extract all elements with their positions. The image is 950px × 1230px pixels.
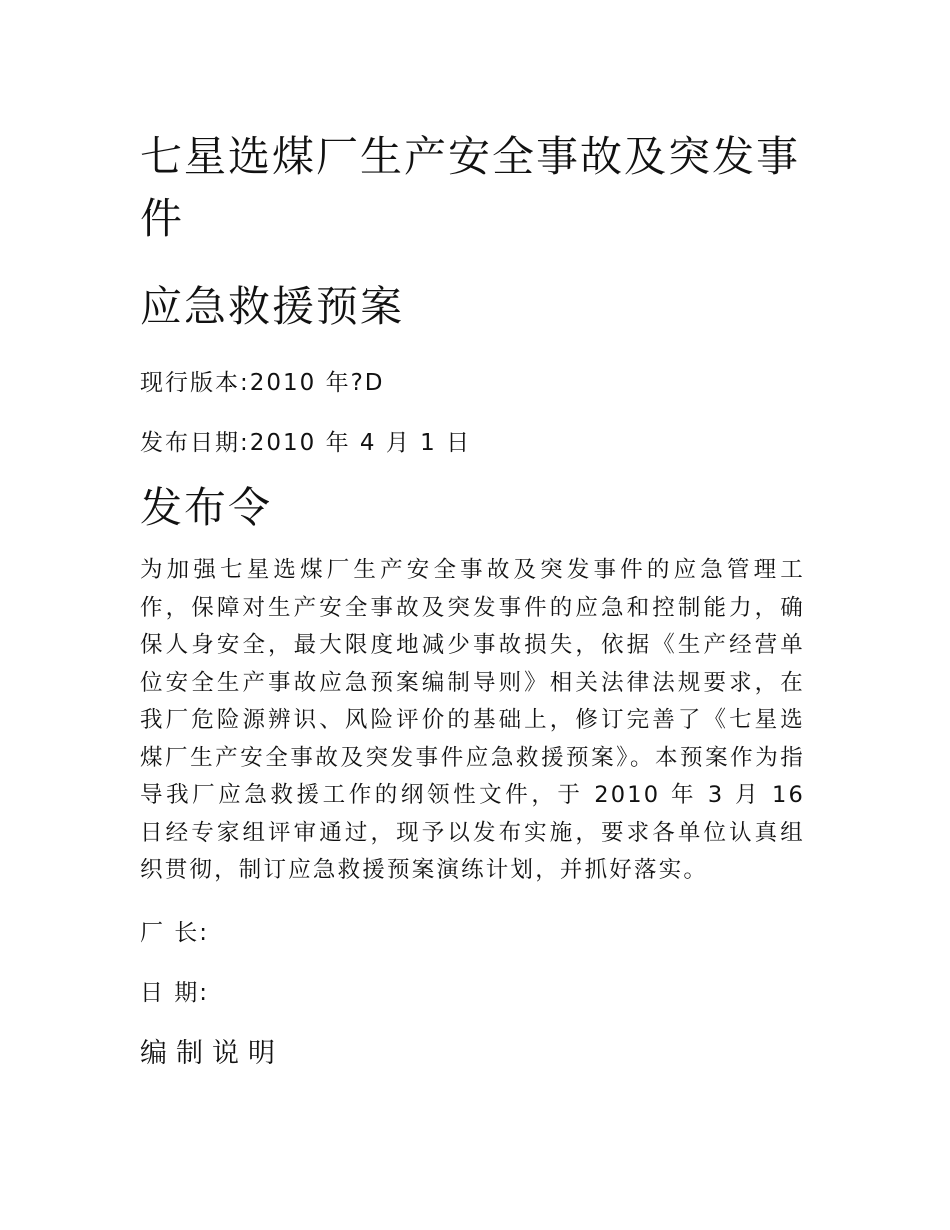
section-heading-release-order: 发布令 bbox=[140, 483, 273, 532]
release-order-paragraph: 为加强七星选煤厂生产安全事故及突发事件的应急管理工作，保障对生产安全事故及突发事件的应急和控制能力，确保人身安全，最大限度地减少事故损失，依据《生产经营单位安全生产事故应急预案编制导则》相关法律法规要求，在我厂危险源辨识、风险评价的基础上，修订完善了《七星选煤厂生产安全事故及突发事件应急救援预案》。本预案作为指导我厂应急救援工作的纲领性文件，于 2010 年 3 月 16 日经专家组评审通过，现予以发布实施，要求各单位认真组织贯彻，制订应急救援预案演练计划，并抓好落实。 bbox=[140, 557, 805, 883]
director-signature-label: 厂 长: bbox=[140, 919, 210, 946]
version-line: 现行版本:2010 年?D bbox=[140, 370, 385, 396]
document-content bbox=[140, 126, 805, 1074]
signature-date-label: 日 期: bbox=[140, 979, 210, 1006]
section-heading-explanation: 编制说明 bbox=[140, 1037, 284, 1069]
document-title: 七星选煤厂生产安全事故及突发事件 bbox=[140, 132, 801, 243]
document-subtitle: 应急救援预案 bbox=[140, 282, 405, 331]
publish-date-line: 发布日期:2010 年 4 月 1 日 bbox=[140, 430, 472, 456]
